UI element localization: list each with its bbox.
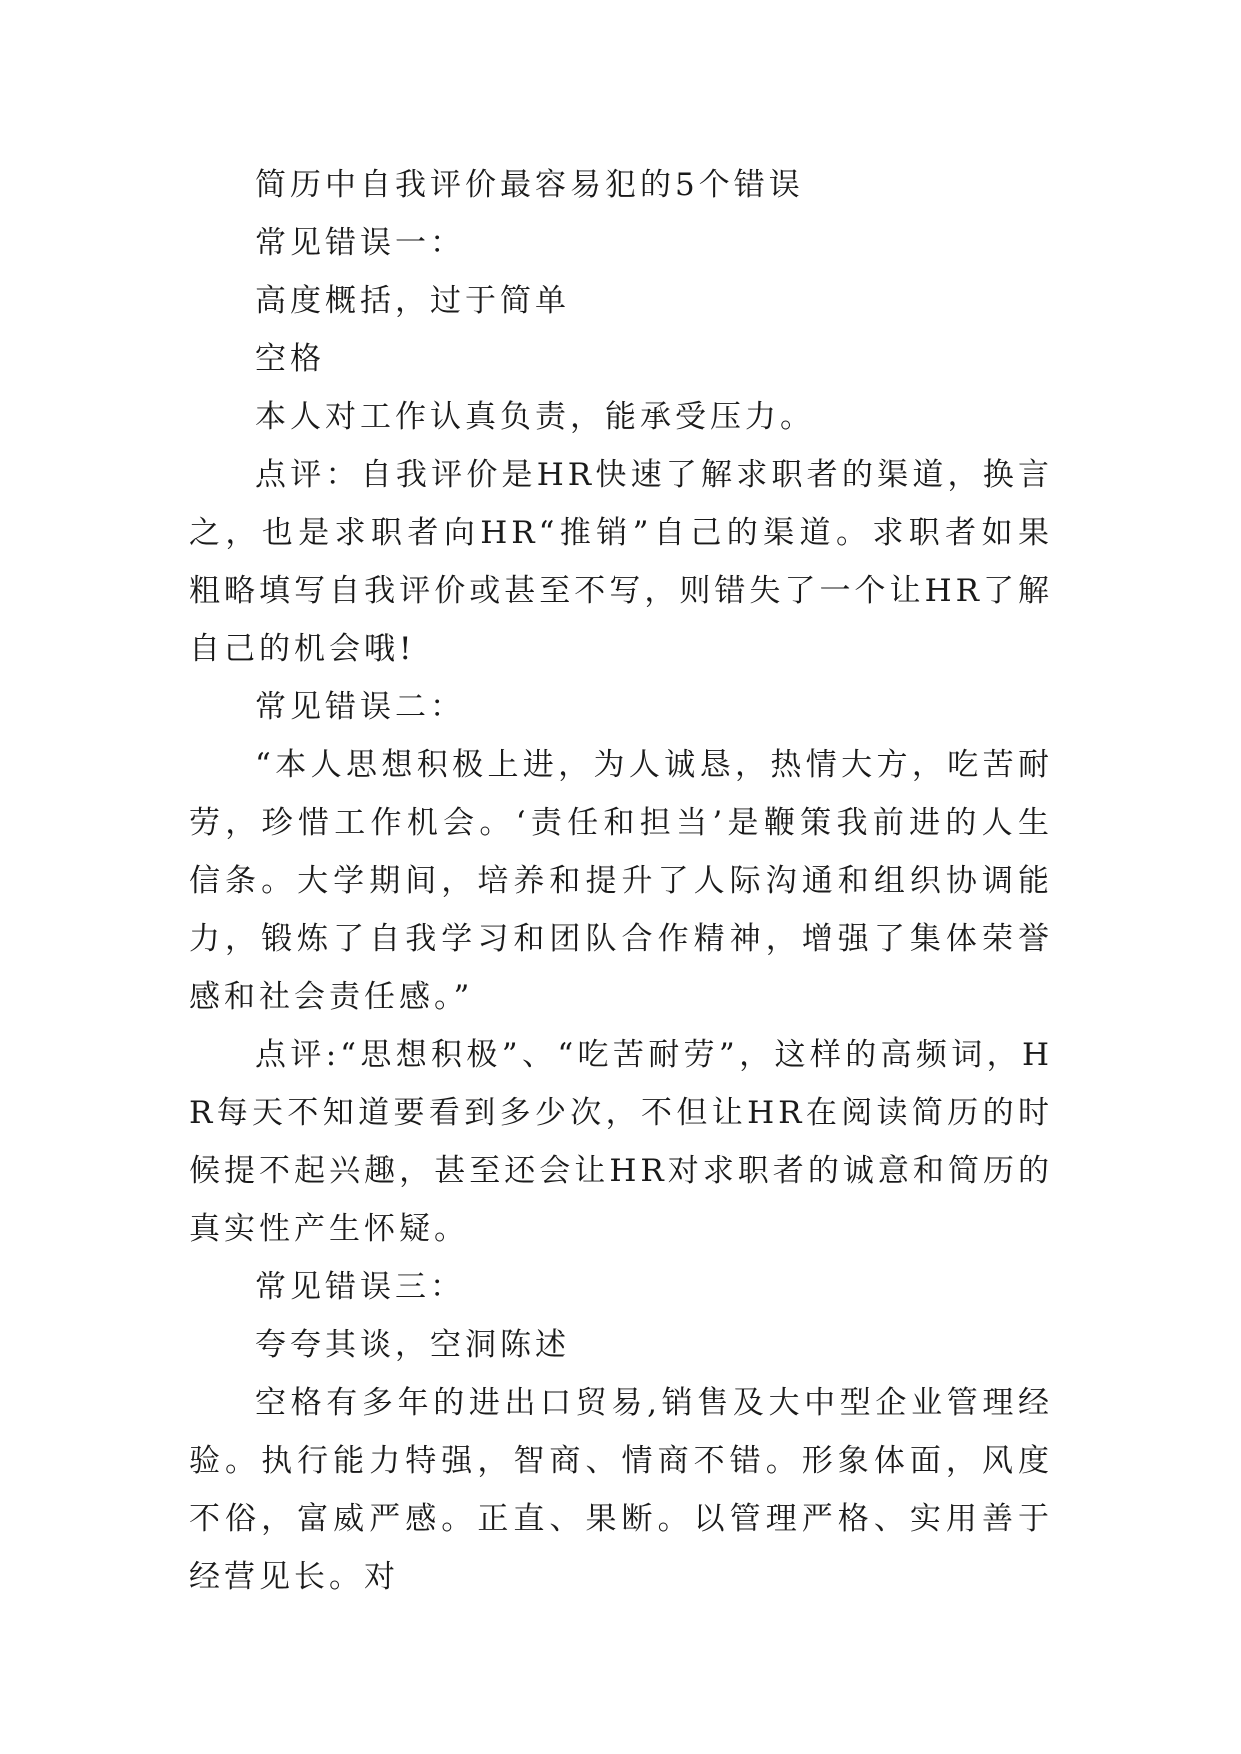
example-three-text: 空格有多年的进出口贸易,销售及大中型企业管理经验。执行能力特强，智商、情商不错。形象体面，风度不俗，富威严感。正直、果断。以管理严格、实用善于经营见长。对 (189, 1385, 1053, 1595)
placeholder-line: 空格 (255, 341, 325, 377)
comment-two-text: 点评:“思想积极”、“吃苦耐劳”，这样的高频词，HR每天不知道要看到多少次，不但让HR在阅读简历的时候提不起兴趣，甚至还会让HR对求职者的诚意和简历的真实性产生怀疑。 (189, 1037, 1053, 1247)
mistake-three-heading: 常见错误三： (255, 1269, 465, 1305)
document-body (189, 156, 1053, 1606)
document-title: 简历中自我评价最容易犯的5个错误 (255, 167, 804, 203)
mistake-one-subtitle: 高度概括，过于简单 (255, 283, 570, 319)
mistake-three-subtitle: 夸夸其谈，空洞陈述 (255, 1327, 570, 1363)
comment-one-text: 点评：自我评价是HR快速了解求职者的渠道，换言之，也是求职者向HR“推销”自己的渠道。求职者如果粗略填写自我评价或甚至不写，则错失了一个让HR了解自己的机会哦! (189, 457, 1053, 667)
mistake-two-heading: 常见错误二： (255, 689, 465, 725)
example-two-text: “本人思想积极上进，为人诚恳，热情大方，吃苦耐劳，珍惜工作机会。‘责任和担当’是鞭策我前进的人生信条。大学期间，培养和提升了人际沟通和组织协调能力，锻炼了自我学习和团队合作精神，增强了集体荣誉感和社会责任感。” (189, 747, 1053, 1015)
example-one-text: 本人对工作认真负责，能承受压力。 (255, 399, 815, 435)
mistake-one-heading: 常见错误一： (255, 225, 465, 261)
